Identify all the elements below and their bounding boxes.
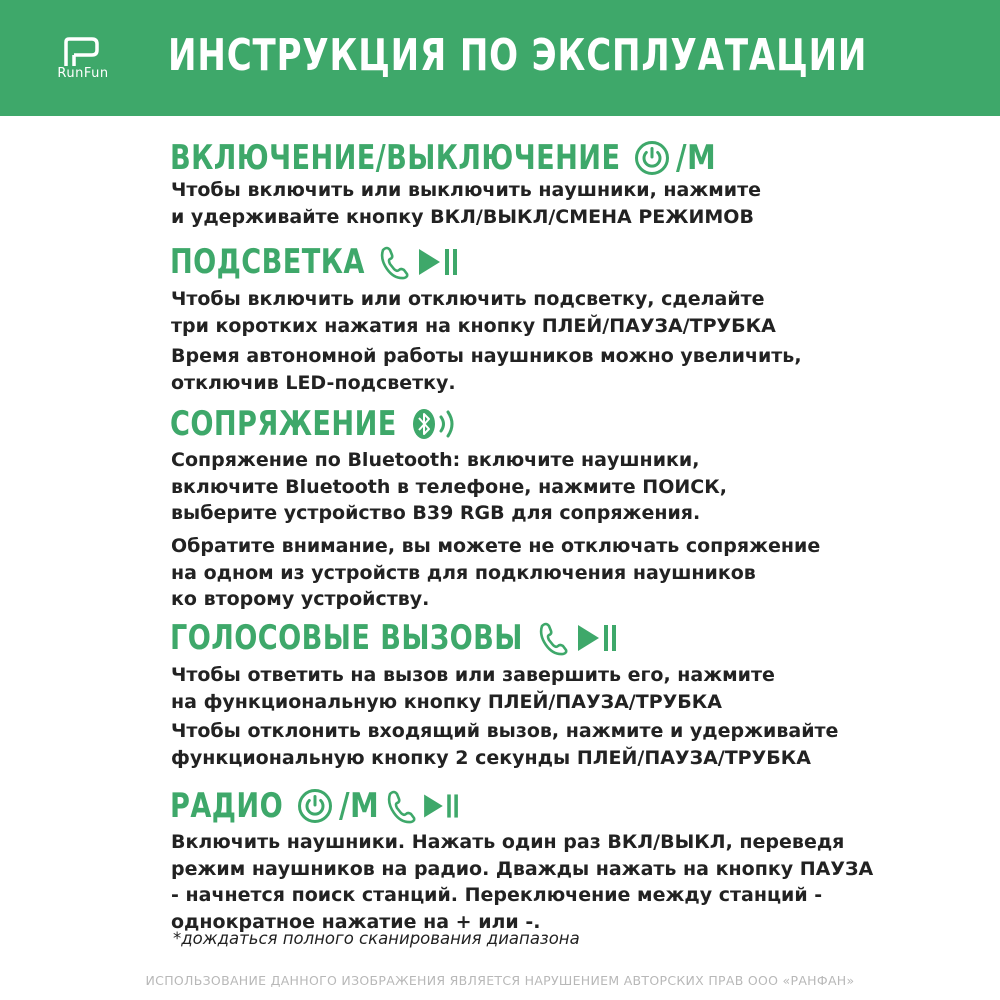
text-line: Чтобы отклонить входящий вызов, нажмите и удерживайте [171,720,839,742]
section-title-calls [170,618,619,658]
bluetooth-icon [411,404,461,444]
pairing-note [171,533,820,613]
text-line: включите Bluetooth в телефоне, нажмите ПОИСК, [171,475,727,498]
radio-footnote: *дождаться полного сканирования диапазона [173,929,580,948]
text-line: однократное нажатие на + или -. [171,910,541,933]
radio-text [171,829,873,935]
power-icon [634,140,670,176]
text-line: функциональную кнопку 2 секунды ПЛЕЙ/ПАУЗА/ТРУБКА [171,746,811,769]
phone-icon [537,620,569,656]
text-line: выберите устройство B39 RGB для сопряжения. [171,502,701,524]
text-line: Обратите внимание, вы можете не отключать сопряжение [171,535,821,557]
mode-label: /M [676,138,717,178]
text-line: Время автономной работы наушников можно увеличить, [171,345,802,367]
power-text [171,177,761,230]
section-title-radio [170,786,461,826]
text-line: на одном из устройств для подключения наушников [171,561,756,584]
play-pause-icon [421,790,461,822]
play-pause-icon [575,620,619,656]
text-line: отключив LED-подсветку. [171,371,456,394]
section-title-pairing [170,404,461,444]
section-title-text: РАДИО [170,786,284,826]
text-line: Включить наушники. Нажать один раз ВКЛ/ВЫКЛ, переведя [171,831,845,853]
power-icon [297,788,333,824]
text-line: - начнется поиск станций. Переключение между станций - [171,884,823,906]
header-banner [0,0,1000,116]
section-title-text: ГОЛОСОВЫЕ ВЫЗОВЫ [170,618,523,658]
text-line: и удерживайте кнопку ВКЛ/ВЫКЛ/СМЕНА РЕЖИМОВ [171,205,754,228]
calls-note [171,718,838,771]
phone-icon [378,244,410,280]
text-line: Чтобы включить или выключить наушники, нажмите [171,179,762,201]
section-title-text: ПОДСВЕТКА [170,242,365,282]
section-title-text: ВКЛЮЧЕНИЕ/ВЫКЛЮЧЕНИЕ [170,138,621,178]
text-line: три коротких нажатия на кнопку ПЛЕЙ/ПАУЗА/ТРУБКА [171,314,776,337]
page-title: ИНСТРУКЦИЯ ПО ЭКСПЛУАТАЦИИ [168,30,868,81]
phone-icon [385,788,417,824]
section-title-text: СОПРЯЖЕНИЕ [170,404,397,444]
mode-label: /M [339,786,380,826]
text-line: ко второму устройству. [171,588,430,610]
calls-text [171,662,775,715]
text-line: Сопряжение по Bluetooth: включите наушники, [171,449,700,471]
brand-logo [48,36,118,92]
text-line: Чтобы включить или отключить подсветку, сделайте [171,288,765,310]
text-line: Чтобы ответить на вызов или завершить его, нажмите [171,664,775,686]
text-line: режим наушников на радио. Дважды нажать на кнопку ПАУЗА [171,857,874,880]
backlight-note [171,343,802,396]
copyright-footer: ИСПОЛЬЗОВАНИЕ ДАННОГО ИЗОБРАЖЕНИЯ ЯВЛЯЕТСЯ НАРУШЕНИЕМ АВТОРСКИХ ПРАВ ООО «РАНФАН» [145,973,855,988]
pairing-text [171,447,727,527]
section-title-power [170,138,724,178]
play-pause-icon [416,244,460,280]
section-title-backlight [170,242,460,282]
logo-text: RunFun [57,66,109,81]
text-line: на функциональную кнопку ПЛЕЙ/ПАУЗА/ТРУБКА [171,690,722,713]
backlight-text [171,286,776,339]
logo-mark-icon [48,36,118,70]
